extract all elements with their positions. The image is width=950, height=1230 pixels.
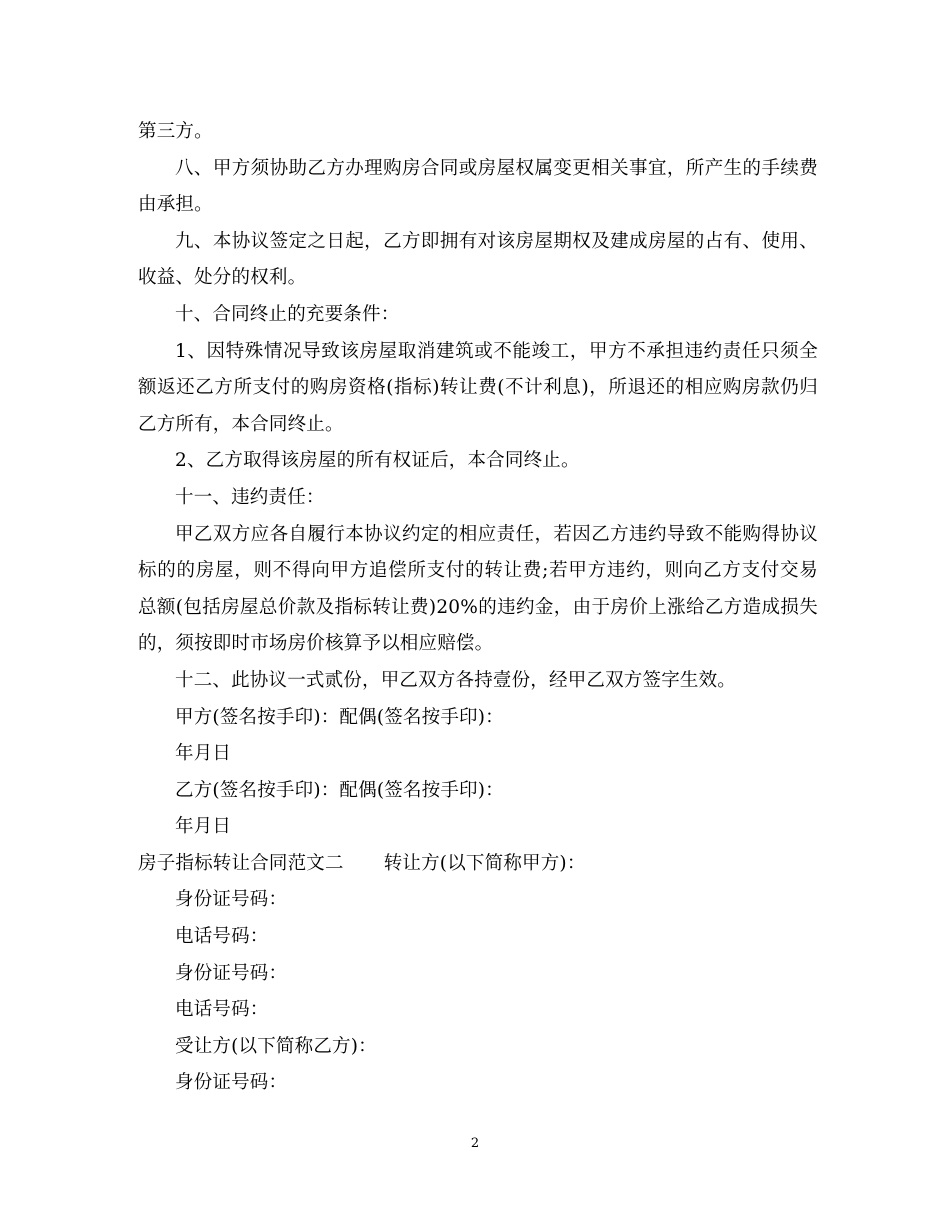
form-field-line: 身份证号码： <box>175 962 288 984</box>
paragraph-line: 甲乙双方应各自履行本协议约定的相应责任，若因乙方违约导致不能购得协议 <box>175 523 818 545</box>
document-body <box>138 114 818 1102</box>
signature-line-party-a: 甲方(签名按手印)：配偶(签名按手印)： <box>175 706 504 728</box>
page-number: 2 <box>470 1136 480 1151</box>
paragraph-line: 十二、此协议一式贰份，甲乙双方各持壹份，经甲乙双方签字生效。 <box>175 669 737 691</box>
date-line: 年月日 <box>175 743 232 765</box>
form-field-line: 受让方(以下简称乙方)： <box>175 1035 377 1057</box>
paragraph-line: 总额(包括房屋总价款及指标转让费)20%的违约金，由于房价上涨给乙方造成损失 <box>138 596 818 618</box>
paragraph-line: 九、本协议签定之日起，乙方即拥有对该房屋期权及建成房屋的占有、使用、 <box>175 230 818 252</box>
paragraph-line: 的，须按即时市场房价核算予以相应赔偿。 <box>138 633 494 655</box>
contract-title-line <box>138 846 818 883</box>
form-field-line: 电话号码： <box>175 926 269 948</box>
form-field-line: 电话号码： <box>175 999 269 1021</box>
contract-title: 房子指标转让合同范文二 <box>138 852 344 874</box>
paragraph-line: 2、乙方取得该房屋的所有权证后，本合同终止。 <box>175 450 580 472</box>
transferor-label: 转让方(以下简称甲方)： <box>383 852 586 874</box>
paragraph-line: 乙方所有，本合同终止。 <box>138 413 344 435</box>
form-field-line: 身份证号码： <box>175 1072 288 1094</box>
paragraph-line: 额返还乙方所支付的购房资格(指标)转让费(不计利息)，所退还的相应购房款仍归 <box>138 377 818 399</box>
paragraph-line: 第三方。 <box>138 121 213 142</box>
paragraph-line: 由承担。 <box>138 194 213 216</box>
signature-line-party-b: 乙方(签名按手印)：配偶(签名按手印)： <box>175 779 504 801</box>
section-heading: 十、合同终止的充要条件： <box>175 303 400 325</box>
paragraph-line: 八、甲方须协助乙方办理购房合同或房屋权属变更相关事宜，所产生的手续费 <box>175 157 818 179</box>
form-field-line: 身份证号码： <box>175 889 288 911</box>
section-heading: 十一、违约责任： <box>175 486 325 508</box>
paragraph-line: 收益、处分的权利。 <box>138 267 307 289</box>
paragraph-line: 1、因特殊情况导致该房屋取消建筑或不能竣工，甲方不承担违约责任只须全 <box>175 340 818 362</box>
paragraph-line: 标的的房屋，则不得向甲方追偿所支付的转让费;若甲方违约，则向乙方支付交易 <box>138 560 818 582</box>
date-line: 年月日 <box>175 816 232 838</box>
